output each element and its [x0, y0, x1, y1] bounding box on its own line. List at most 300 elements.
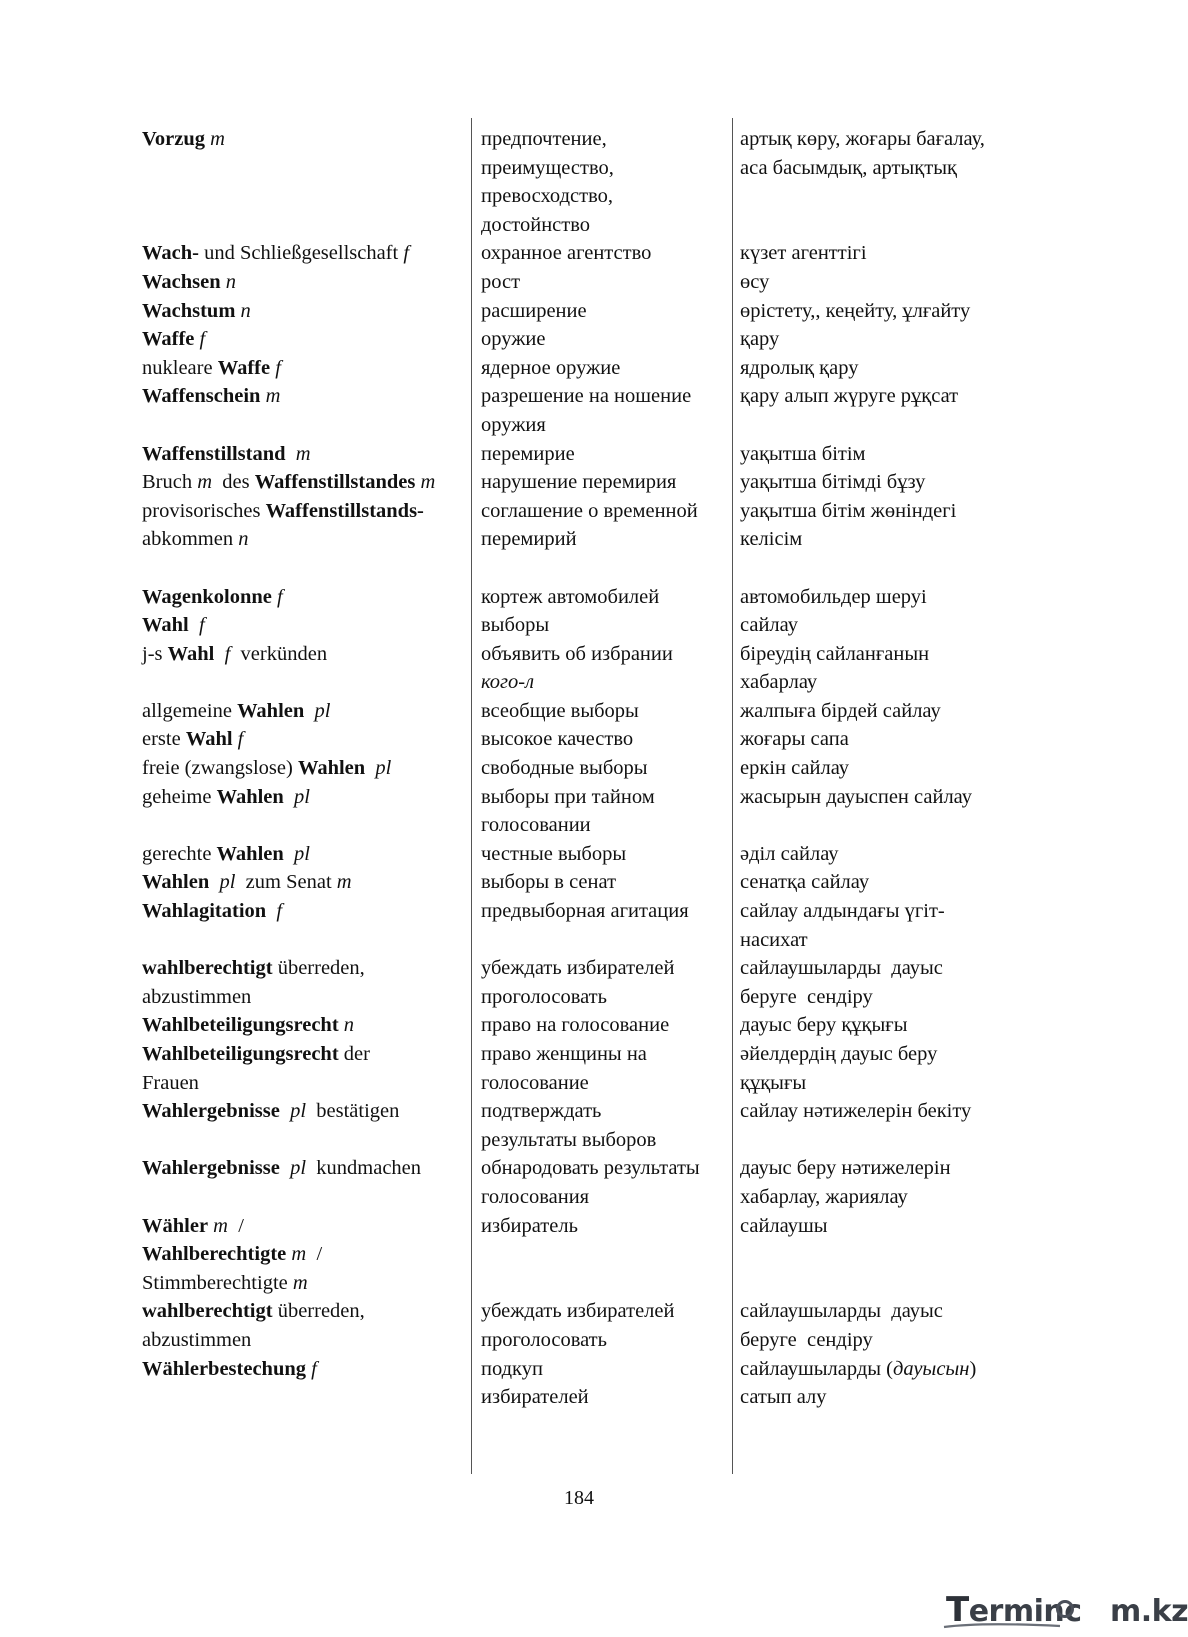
headword: wahlberechtigt — [142, 1300, 273, 1323]
kazakh-translation-line — [740, 497, 1038, 526]
text-segment: Stimmberechtigte — [142, 1271, 293, 1294]
russian-translation — [479, 268, 738, 297]
headword: Waffenstillstand — [142, 442, 286, 465]
grammar-mark: f — [275, 356, 281, 379]
text-segment: превосходство, — [481, 185, 613, 208]
text-segment: насихат — [740, 928, 808, 951]
grammar-mark: f — [276, 900, 283, 923]
text-segment: голосование — [481, 1071, 589, 1094]
termincom-logo — [946, 1590, 1188, 1630]
text-segment: расширение — [481, 299, 587, 322]
text-segment: автомобильдер шеруі — [740, 585, 927, 608]
kazakh-translation — [738, 440, 1038, 469]
text-segment: provisorisches — [142, 499, 266, 522]
russian-translation-line — [481, 297, 738, 326]
entry-row — [142, 297, 1042, 326]
kazakh-translation — [738, 468, 1038, 497]
text-segment: беруге сендіру — [740, 985, 873, 1008]
text-segment: хабарлау, жариялау — [740, 1185, 908, 1208]
grammar-mark: pl — [294, 785, 310, 808]
text-segment: / — [227, 1214, 244, 1237]
russian-translation — [479, 382, 738, 439]
german-term — [142, 1011, 479, 1040]
russian-translation-line — [481, 1040, 738, 1069]
grammar-mark: f — [224, 642, 231, 665]
grammar-mark: n — [240, 299, 251, 322]
german-term — [142, 125, 479, 239]
kazakh-translation-line — [740, 840, 1038, 869]
text-segment: перемирий — [481, 528, 577, 551]
entry-row — [142, 954, 1042, 1011]
german-term — [142, 725, 479, 754]
grammar-mark: m — [420, 471, 436, 494]
grammar-mark: pl — [314, 699, 331, 722]
kazakh-translation-line — [740, 926, 1038, 955]
text-segment: erste — [142, 728, 186, 751]
grammar-mark: f — [199, 328, 206, 351]
russian-translation — [479, 1355, 738, 1412]
logo-magnifier-icon — [1056, 1600, 1074, 1618]
text-segment: убеждать избирателей — [481, 957, 675, 980]
kazakh-translation-line — [740, 1069, 1038, 1098]
headword: Waffenschein — [142, 385, 261, 408]
entry-row — [142, 840, 1042, 869]
kazakh-translation-line — [740, 125, 1038, 154]
kazakh-translation-line — [740, 1011, 1038, 1040]
german-term-line — [142, 497, 475, 526]
headword: Wachstum — [142, 299, 236, 322]
entry-row — [142, 868, 1042, 897]
entry-row — [142, 268, 1042, 297]
entry-row — [142, 468, 1042, 497]
grammar-mark: дауысын — [892, 1357, 970, 1380]
entry-row — [142, 583, 1042, 612]
text-segment: j-s — [142, 642, 168, 665]
german-term-line — [142, 1297, 475, 1326]
german-term-line — [142, 1326, 475, 1355]
russian-translation-line — [481, 497, 738, 526]
kazakh-translation — [738, 611, 1038, 640]
russian-translation-line — [481, 1011, 738, 1040]
grammar-mark: f — [311, 1357, 317, 1380]
text-segment: право на голосование — [481, 1014, 670, 1037]
text-segment: geheime — [142, 785, 217, 808]
text-segment: дауыс беру құқығы — [740, 1014, 908, 1037]
headword: Waffe — [217, 356, 271, 379]
text-segment: предпочтение, — [481, 128, 607, 150]
entry-row — [142, 440, 1042, 469]
russian-translation — [479, 640, 738, 697]
german-term — [142, 1040, 479, 1097]
text-segment: преимущество, — [481, 156, 614, 179]
kazakh-translation-line — [740, 583, 1038, 612]
text-segment: честные выборы — [481, 842, 627, 865]
german-term-line — [142, 268, 475, 297]
text-segment — [284, 843, 294, 865]
kazakh-translation-line — [740, 954, 1038, 983]
kazakh-translation — [738, 268, 1038, 297]
german-term-line — [142, 725, 475, 754]
kazakh-translation-line — [740, 239, 1038, 268]
german-term — [142, 868, 479, 897]
german-term — [142, 697, 479, 726]
text-segment: өсу — [740, 270, 770, 293]
text-segment: des — [212, 471, 255, 494]
text-segment: abzustimmen — [142, 1328, 252, 1351]
text-segment: право женщины на — [481, 1043, 647, 1065]
russian-translation — [479, 1297, 738, 1354]
headword: wahlberechtigt — [142, 957, 273, 980]
text-segment: überreden, — [272, 957, 365, 980]
entry-row — [142, 239, 1042, 268]
kazakh-translation — [738, 297, 1038, 326]
entry-row — [142, 1212, 1042, 1298]
german-term-line — [142, 1069, 475, 1098]
text-segment: өрістету,, кеңейту, ұлғайту — [740, 299, 971, 322]
german-term — [142, 268, 479, 297]
text-segment: әділ сайлау — [740, 842, 839, 865]
grammar-mark: f — [237, 728, 244, 751]
kazakh-translation-line — [740, 354, 1038, 383]
german-term — [142, 754, 479, 783]
kazakh-translation-line — [740, 1326, 1038, 1355]
kazakh-translation — [738, 1154, 1038, 1211]
german-term-line — [142, 611, 475, 640]
text-segment — [189, 614, 199, 636]
kazakh-translation — [738, 1097, 1038, 1154]
text-segment: күзет агенттігі — [740, 242, 867, 265]
german-term — [142, 297, 479, 326]
russian-translation — [479, 297, 738, 326]
kazakh-translation-line — [740, 668, 1038, 697]
text-segment: сайлаушыларды дауыс — [740, 1300, 943, 1323]
german-term — [142, 440, 479, 469]
kazakh-translation — [738, 1212, 1038, 1298]
german-term-line — [142, 1240, 475, 1269]
kazakh-translation-line — [740, 440, 1038, 469]
text-segment: ядролық қару — [740, 356, 859, 379]
russian-translation — [479, 1212, 738, 1298]
headword: Wahlbeteiligungsrecht — [142, 1043, 339, 1065]
grammar-mark: pl — [290, 1100, 307, 1123]
headword: Wahlergebnisse — [142, 1100, 280, 1123]
kazakh-translation-line — [740, 1212, 1038, 1241]
german-term — [142, 783, 479, 840]
headword: Wahl — [185, 728, 233, 751]
russian-translation — [479, 497, 738, 554]
text-segment: подкуп — [481, 1357, 543, 1380]
kazakh-translation — [738, 697, 1038, 726]
text-segment: оружия — [481, 413, 546, 436]
headword: Wahlbeteiligungsrecht — [142, 1014, 339, 1037]
text-segment: избирателей — [481, 1386, 589, 1409]
text-segment: достойнство — [481, 213, 591, 236]
text-segment: келісім — [740, 528, 803, 551]
kazakh-translation — [738, 382, 1038, 439]
text-segment: әйелдердің дауыс беру — [740, 1043, 938, 1065]
entry-row — [142, 640, 1042, 697]
russian-translation — [479, 1097, 738, 1154]
text-segment: abzustimmen — [142, 985, 252, 1008]
german-term — [142, 468, 479, 497]
text-segment: свободные выборы — [481, 757, 648, 780]
text-segment: разрешение на ношение — [481, 385, 692, 408]
entry-row — [142, 754, 1042, 783]
german-term-line — [142, 754, 475, 783]
headword: Wahlagitation — [142, 900, 267, 923]
russian-translation — [479, 440, 738, 469]
grammar-mark: f — [403, 242, 410, 265]
german-term-line — [142, 1097, 475, 1126]
entry-row — [142, 1154, 1042, 1211]
entry-row — [142, 897, 1042, 954]
text-segment: проголосовать — [481, 1328, 607, 1351]
kazakh-translation — [738, 954, 1038, 1011]
kazakh-translation — [738, 1040, 1038, 1097]
headword: Waffenstillstandes — [254, 471, 416, 494]
russian-translation-line — [481, 954, 738, 983]
russian-translation — [479, 840, 738, 869]
headword: Waffenstillstands- — [265, 499, 424, 522]
text-segment: результаты выборов — [481, 1128, 657, 1151]
headword: Wähler — [142, 1214, 209, 1237]
grammar-mark: m — [265, 385, 281, 408]
text-segment: сайлаушы — [740, 1214, 828, 1237]
grammar-mark: кого-л — [481, 671, 535, 694]
kazakh-translation-line — [740, 525, 1038, 554]
text-segment: allgemeine — [142, 699, 238, 722]
kazakh-translation-line — [740, 325, 1038, 354]
entry-row — [142, 1011, 1042, 1040]
german-term — [142, 954, 479, 1011]
entry-row — [142, 1297, 1042, 1354]
text-segment: ядерное оружие — [481, 356, 621, 379]
russian-translation-line — [481, 1326, 738, 1355]
text-segment — [284, 786, 294, 808]
text-segment: рост — [481, 270, 521, 293]
grammar-mark: n — [343, 1014, 355, 1037]
kazakh-translation-line — [740, 725, 1038, 754]
kazakh-translation-line — [740, 382, 1038, 411]
russian-translation-line — [481, 211, 738, 240]
german-term-line — [142, 468, 475, 497]
headword: Wahlen — [142, 871, 210, 894]
german-term-line — [142, 1011, 475, 1040]
russian-translation — [479, 954, 738, 1011]
text-segment: zum Senat — [235, 871, 337, 894]
german-term-line — [142, 1269, 475, 1298]
text-segment: перемирие — [481, 442, 575, 465]
german-term-line — [142, 1040, 475, 1069]
text-segment: уақытша бітім — [740, 442, 866, 465]
russian-translation-line — [481, 239, 738, 268]
text-segment: выборы при тайном — [481, 785, 655, 808]
russian-translation-line — [481, 811, 738, 840]
entry-row — [142, 611, 1042, 640]
text-segment: сайлау — [740, 614, 798, 637]
german-term-line — [142, 239, 475, 268]
german-term — [142, 1154, 479, 1211]
grammar-mark: pl — [294, 842, 310, 865]
russian-translation-line — [481, 1069, 738, 1098]
headword: Wach- — [142, 242, 199, 265]
entry-row — [142, 1355, 1042, 1412]
text-segment: выборы в сенат — [481, 871, 617, 894]
kazakh-translation — [738, 239, 1038, 268]
text-segment: объявить об избрании — [481, 642, 673, 665]
text-segment: сайлау алдындағы үгіт- — [740, 900, 945, 923]
kazakh-translation — [738, 783, 1038, 840]
text-segment: біреудің сайланғанын — [740, 642, 930, 665]
text-segment: bestätigen — [306, 1100, 400, 1123]
german-term-line — [142, 583, 475, 612]
german-term-line — [142, 1212, 475, 1241]
german-term-line — [142, 983, 475, 1012]
russian-translation-line — [481, 1126, 738, 1155]
kazakh-translation — [738, 1011, 1038, 1040]
german-term — [142, 611, 479, 640]
entry-row — [142, 497, 1042, 554]
german-term-line — [142, 783, 475, 812]
grammar-mark: n — [225, 270, 236, 293]
russian-translation-line — [481, 125, 738, 154]
entry-row — [142, 325, 1042, 354]
headword: Wahlen — [297, 757, 366, 780]
text-segment: құқығы — [740, 1071, 807, 1094]
german-term — [142, 239, 479, 268]
text-segment: überreden, — [272, 1300, 365, 1323]
russian-translation — [479, 468, 738, 497]
kazakh-translation-line — [740, 297, 1038, 326]
grammar-mark: n — [238, 528, 249, 551]
grammar-mark: f — [198, 614, 205, 637]
russian-translation-line — [481, 382, 738, 411]
text-segment: Bruch — [142, 471, 198, 494]
kazakh-translation-line — [740, 154, 1038, 183]
text-segment: nukleare — [142, 356, 218, 379]
grammar-mark: pl — [219, 871, 236, 894]
german-term-line — [142, 382, 475, 411]
logo-text: Terminc m.kz — [946, 1590, 1188, 1630]
grammar-mark: f — [277, 585, 283, 608]
russian-translation — [479, 868, 738, 897]
grammar-mark: m — [295, 442, 311, 465]
kazakh-translation-line — [740, 1097, 1038, 1126]
headword: Wahlen — [216, 842, 284, 865]
russian-translation — [479, 1011, 738, 1040]
russian-translation — [479, 354, 738, 383]
text-segment: жасырын дауыспен сайлау — [740, 785, 972, 808]
grammar-mark: m — [213, 1214, 228, 1237]
russian-translation-line — [481, 268, 738, 297]
text-segment — [209, 871, 219, 893]
headword: Waffe — [142, 328, 195, 351]
grammar-mark: m — [292, 1271, 308, 1294]
kazakh-translation — [738, 583, 1038, 612]
entry-spacer — [142, 554, 1042, 583]
russian-translation-line — [481, 1212, 738, 1241]
text-segment — [304, 700, 314, 722]
text-segment: высокое качество — [481, 728, 634, 751]
kazakh-translation-line — [740, 1154, 1038, 1183]
german-term-line — [142, 640, 475, 669]
headword: Wahlergebnisse — [142, 1157, 280, 1180]
text-segment: оружие — [481, 328, 546, 351]
kazakh-translation-line — [740, 697, 1038, 726]
russian-translation-line — [481, 1383, 738, 1412]
text-segment: сенатқа сайлау — [740, 871, 870, 894]
kazakh-translation-line — [740, 468, 1038, 497]
text-segment: қару алып жүруге рұқсат — [740, 385, 959, 408]
text-segment: сайлау нәтижелерін бекіту — [740, 1100, 972, 1123]
headword: Wagenkolonne — [142, 585, 272, 608]
entry-row — [142, 697, 1042, 726]
text-segment: голосовании — [481, 814, 591, 837]
russian-translation — [479, 239, 738, 268]
text-segment: предвыборная агитация — [481, 900, 689, 923]
german-term — [142, 325, 479, 354]
text-segment: сатып алу — [740, 1386, 827, 1409]
kazakh-translation-line — [740, 640, 1038, 669]
headword: Wahlen — [216, 785, 284, 808]
headword: Wahlen — [237, 699, 305, 722]
russian-translation — [479, 697, 738, 726]
russian-translation — [479, 725, 738, 754]
kazakh-translation — [738, 754, 1038, 783]
russian-translation-line — [481, 325, 738, 354]
german-term-line — [142, 868, 475, 897]
entry-row — [142, 725, 1042, 754]
kazakh-translation — [738, 868, 1038, 897]
text-segment: соглашение о временной — [481, 499, 698, 522]
grammar-mark: m — [197, 471, 213, 494]
text-segment: аса басымдық, артықтық — [740, 156, 957, 179]
text-segment — [286, 443, 296, 465]
russian-translation — [479, 783, 738, 840]
kazakh-translation-line — [740, 1383, 1038, 1412]
german-term — [142, 1355, 479, 1412]
german-term-line — [142, 440, 475, 469]
entry-row — [142, 382, 1042, 439]
russian-translation-line — [481, 154, 738, 183]
russian-translation-line — [481, 1355, 738, 1384]
entry-row — [142, 125, 1042, 239]
german-term-line — [142, 697, 475, 726]
text-segment: всеобщие выборы — [481, 699, 639, 722]
grammar-mark: pl — [290, 1157, 307, 1180]
grammar-mark: m — [291, 1243, 307, 1266]
text-segment: нарушение перемирия — [481, 471, 677, 494]
kazakh-translation-line — [740, 983, 1038, 1012]
text-segment: ) — [969, 1357, 977, 1380]
german-term — [142, 382, 479, 439]
german-term-line — [142, 897, 475, 926]
russian-translation-line — [481, 668, 738, 697]
text-segment: жоғары сапа — [740, 728, 849, 751]
text-segment — [214, 643, 224, 665]
text-segment: еркін сайлау — [740, 757, 850, 780]
german-term-line — [142, 325, 475, 354]
kazakh-translation-line — [740, 268, 1038, 297]
german-term — [142, 1212, 479, 1298]
text-segment: abkommen — [142, 528, 239, 551]
russian-translation — [479, 325, 738, 354]
russian-translation-line — [481, 725, 738, 754]
text-segment: gerechte — [142, 842, 217, 865]
kazakh-translation-line — [740, 783, 1038, 812]
kazakh-translation — [738, 897, 1038, 954]
russian-translation-line — [481, 525, 738, 554]
